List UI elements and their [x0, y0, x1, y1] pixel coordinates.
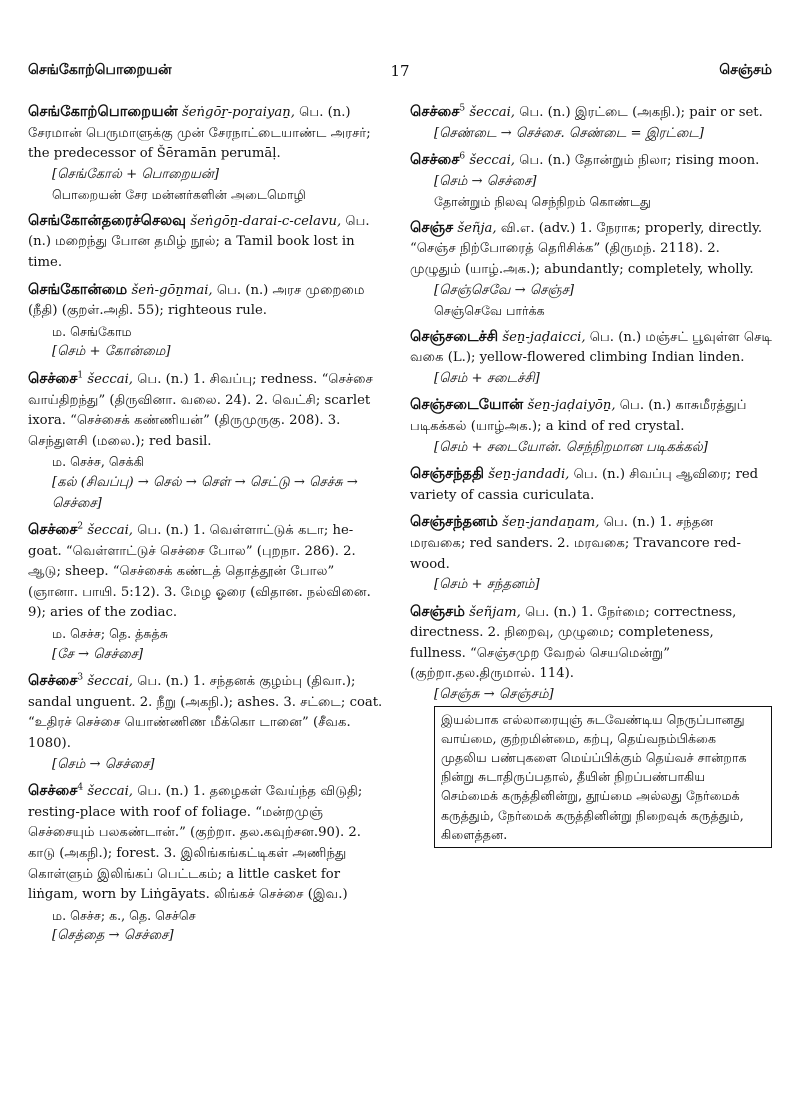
headword: செஞ்சந்ததி — [410, 465, 485, 483]
definition: பெ. (n.) 1. சிவப்பு; redness. “செச்சை வாய்திறந்து” (திருவினா. வலை. 24). 2. வெட்சி; scarlet ixora. “செச்சைக் கண்ணியன்” (திருமுருகு. 208). 3. செந்துளசி (மலை.); red basil. — [28, 371, 373, 449]
entry-definition-line — [410, 602, 772, 685]
definition: பெ. (n.) மறைந்து போன தமிழ் நூல்; a Tamil book lost in time. — [28, 213, 370, 270]
headword: செச்சை — [28, 521, 78, 539]
transliteration: šeṅgōṉ-darai-c-celavu, — [190, 213, 342, 229]
transliteration: šeccai, — [87, 523, 133, 539]
homograph-number: 6 — [459, 151, 466, 162]
header-left-word: செங்கோற்பொறையன் — [28, 62, 172, 78]
headword: செஞ்ச — [410, 218, 454, 236]
definition: பெ. (n.) 1. சந்தனக் குழம்பு (திவா.); sandal unguent. 2. நீறு (அகநி.); ashes. 3. சட்டை; coat. “உதிரச் செச்சை யொண்ணிண மீக்கொ டானை” (சீவக. 1080). — [28, 674, 383, 752]
transliteration: šeñja, — [457, 220, 497, 236]
entry-definition-line — [410, 218, 772, 281]
etymology-note: தோன்றும் நிலவு செந்நிறம் கொண்டது — [434, 194, 651, 210]
headword: செஞ்சந்தனம் — [410, 513, 498, 531]
transliteration: šeṉ-jandaṉam, — [502, 515, 600, 531]
transliteration: šeccai, — [87, 784, 133, 800]
definition: பெ. (n.) மஞ்சட் பூவுள்ள செடி வகை (L.); yellow-flowered climbing Indian linden. — [410, 329, 772, 366]
dictionary-entry — [28, 280, 385, 363]
dictionary-entry — [410, 150, 772, 212]
dictionary-entry — [28, 102, 385, 205]
etymology: [சே → செச்சை] — [52, 646, 144, 662]
transliteration: šeṉ-jandadi, — [488, 467, 570, 483]
etymology: [செம் + சடைச்சி] — [434, 370, 540, 386]
etymology: [செம் → செச்சை] — [434, 173, 537, 189]
entry-definition-line — [28, 102, 385, 165]
homograph-number: 1 — [77, 370, 84, 381]
entry-definition-line — [410, 395, 772, 437]
definition: பெ. (n.) 1. வெள்ளாட்டுக் கடா; he-goat. “வெள்ளாட்டுச் செச்சை போல” (புறநா. 286). 2. ஆடு; sheep. “செச்சைக் கண்டத் தொத்தூன் போல” (ஞானா. பாயி. 5:12). 3. மேழ ஓரை (விதான. நல்வினை. 9); aries of the zodiac. — [28, 523, 371, 621]
definition: பெ. (n.) காசுமீரத்துப் படிகக்கல் (யாழ்அக.); a kind of red crystal. — [410, 398, 747, 434]
entry-definition-line — [28, 781, 385, 906]
cognate-line: ம. செச்ச; க., தெ. செச்செ — [52, 907, 196, 923]
entry-definition-line — [410, 327, 772, 369]
etymology: [செஞ்சு → செஞ்சம்] — [434, 687, 554, 703]
etymology-note: பொறையன் சேர மன்னர்களின் அடைமொழி — [52, 187, 306, 203]
definition: பெ. (n.) இரட்டை (அகநி.); pair or set. — [519, 105, 763, 120]
dictionary-entry — [28, 781, 385, 947]
entry-definition-line — [28, 520, 385, 624]
dictionary-entry — [410, 218, 772, 321]
headword: செங்கோற்பொறையன் — [28, 103, 178, 120]
definition: பெ. (n.) தோன்றும் நிலா; rising moon. — [519, 153, 760, 169]
dictionary-entry — [410, 395, 772, 458]
headword: செச்சை — [410, 103, 460, 120]
transliteration: šeṅ-gōṉmai, — [131, 282, 213, 298]
dictionary-entry — [410, 464, 772, 506]
entry-definition-line — [28, 211, 385, 274]
headword: செங்கோன்மை — [28, 280, 128, 298]
dictionary-entry — [410, 512, 772, 595]
homograph-number: 2 — [77, 521, 84, 532]
entry-definition-line — [28, 280, 385, 322]
headword: செச்சை — [410, 151, 460, 169]
definition: பெ. (n.) 1. சந்தன மரவகை; red sanders. 2. மரவகை; Travancore red-wood. — [410, 515, 741, 572]
definition: பெ. (n.) 1. தழைகள் வேய்ந்த விடுதி; resting-place with roof of foliage. “மன்றமுஞ் செச்சையும் பலகண்டான்.” (குற்றா. தல.கவுற்சன.90). 2. காடு (அகநி.); forest. 3. இலிங்கங்கட்டிகள் அணிந்து கொள்ளும் இலிங்கப் பெட்டகம்; a little casket for liṅgam, worn by Liṅgāyats. லிங்கச் செச்சை (இவ.) — [28, 784, 363, 903]
transliteration: šeṅgōṟ-poṟaiyaṉ, — [181, 105, 295, 120]
page-number: 17 — [390, 62, 410, 80]
definition: வி.எ. (adv.) 1. நேராக; properly, directly. “செஞ்ச நிற்போரைத் தெரிசிக்க” (திருமந். 2118). 2. முழுதும் (யாழ்.அக.); abundantly; completely, wholly. — [410, 220, 763, 277]
transliteration: šeṉ-jaḍaicci, — [502, 329, 586, 345]
entry-definition-line — [410, 512, 772, 575]
headword: செஞ்சம் — [410, 602, 465, 620]
etymology: [செம் → செச்சை] — [52, 756, 155, 772]
transliteration: šeccai, — [469, 105, 515, 120]
dictionary-entry — [28, 211, 385, 274]
homograph-number: 5 — [459, 103, 466, 114]
headword: செங்கோன்தரைச்செலவு — [28, 211, 187, 229]
header-right-word: செஞ்சம் — [719, 62, 772, 78]
definition: பெ. (n.) சிவப்பு ஆவிரை; red variety of cassia curiculata. — [410, 467, 759, 503]
homograph-number: 4 — [77, 782, 84, 793]
headword: செச்சை — [28, 782, 78, 800]
headword: செஞ்சடைச்சி — [410, 327, 499, 345]
headword: செஞ்சடையோன் — [410, 396, 524, 414]
transliteration: šeccai, — [87, 674, 133, 690]
explanation-box: இயல்பாக எல்லாரையுஞ் சுடவேண்டிய நெருப்பானது வாய்மை, குற்றமின்மை, கற்பு, தெய்வநம்பிக்கை முதலிய பண்புகளை மெய்ப்பிக்கும் தெய்வச் சான்றாக நின்று சுடாதிருப்பதால், தீயின் நிறப்பண்பாகிய செம்மைக் கருத்தினின்று, தூய்மை அல்லது நேர்மைக் கருத்தும், நேர்மைக் கருத்தினின்று நிறைவுக் கருத்தும், கிளைத்தன. — [434, 706, 772, 848]
etymology: [செத்தை → செச்சை] — [52, 928, 174, 944]
etymology: [செம் + சந்தனம்] — [434, 577, 540, 593]
definition: பெ. (n.) சேரமான் பெருமாளுக்கு முன் சேரநாட்டையாண்ட அரசர்; the predecessor of Šēramān perumāḷ. — [28, 105, 371, 162]
etymology: [செம் + கோன்மை] — [52, 344, 171, 360]
entry-definition-line — [410, 150, 772, 172]
definition: பெ. (n.) 1. நேர்மை; correctness, directness. 2. நிறைவு, முழுமை; completeness, fullness. “செஞ்சமுற வேறல் செயமென்று” (குற்றா.தல.திருமால். 114). — [410, 604, 737, 682]
cognate-line: ம. செச்ச, செக்கி — [52, 454, 145, 470]
right-column — [410, 102, 772, 854]
etymology: [செங்கோல் + பொறையன்] — [52, 166, 219, 182]
transliteration: šeccai, — [87, 371, 133, 387]
dictionary-entry — [28, 369, 385, 514]
dictionary-entry — [28, 520, 385, 665]
etymology: [கல் (சிவப்பு) → செல் → செள் → செட்டு → செச்சு → செச்சை] — [52, 474, 358, 511]
page-header — [28, 62, 772, 88]
dictionary-entry — [410, 102, 772, 144]
transliteration: šeccai, — [469, 153, 515, 169]
homograph-number: 3 — [77, 672, 84, 683]
definition: பெ. (n.) அரச முறைமை (நீதி) (குறள்.அதி. 55); righteous rule. — [28, 282, 365, 319]
dictionary-entry — [410, 602, 772, 848]
etymology-note: செஞ்செவே பார்க்க — [434, 303, 545, 319]
dictionary-entry — [410, 327, 772, 390]
entry-definition-line — [410, 464, 772, 506]
entry-definition-line — [28, 369, 385, 452]
etymology: [செண்டை → செச்சை. செண்டை = இரட்டை] — [434, 125, 704, 141]
transliteration: šeṉ-jaḍaiyōṉ, — [527, 398, 616, 414]
entry-definition-line — [28, 671, 385, 754]
entry-definition-line — [410, 102, 772, 124]
cognate-line: ம. செச்ச; தெ. த்சுத்சு — [52, 626, 168, 642]
cognate-line: ம. செங்கோம — [52, 323, 132, 339]
etymology: [செம் + சடையோன். செந்நிறமான படிகக்கல்] — [434, 439, 708, 455]
etymology: [செஞ்செவே → செஞ்ச] — [434, 282, 575, 298]
left-column — [28, 102, 385, 953]
headword: செச்சை — [28, 369, 78, 387]
headword: செச்சை — [28, 672, 78, 690]
transliteration: šeñjam, — [469, 604, 521, 620]
dictionary-entry — [28, 671, 385, 775]
